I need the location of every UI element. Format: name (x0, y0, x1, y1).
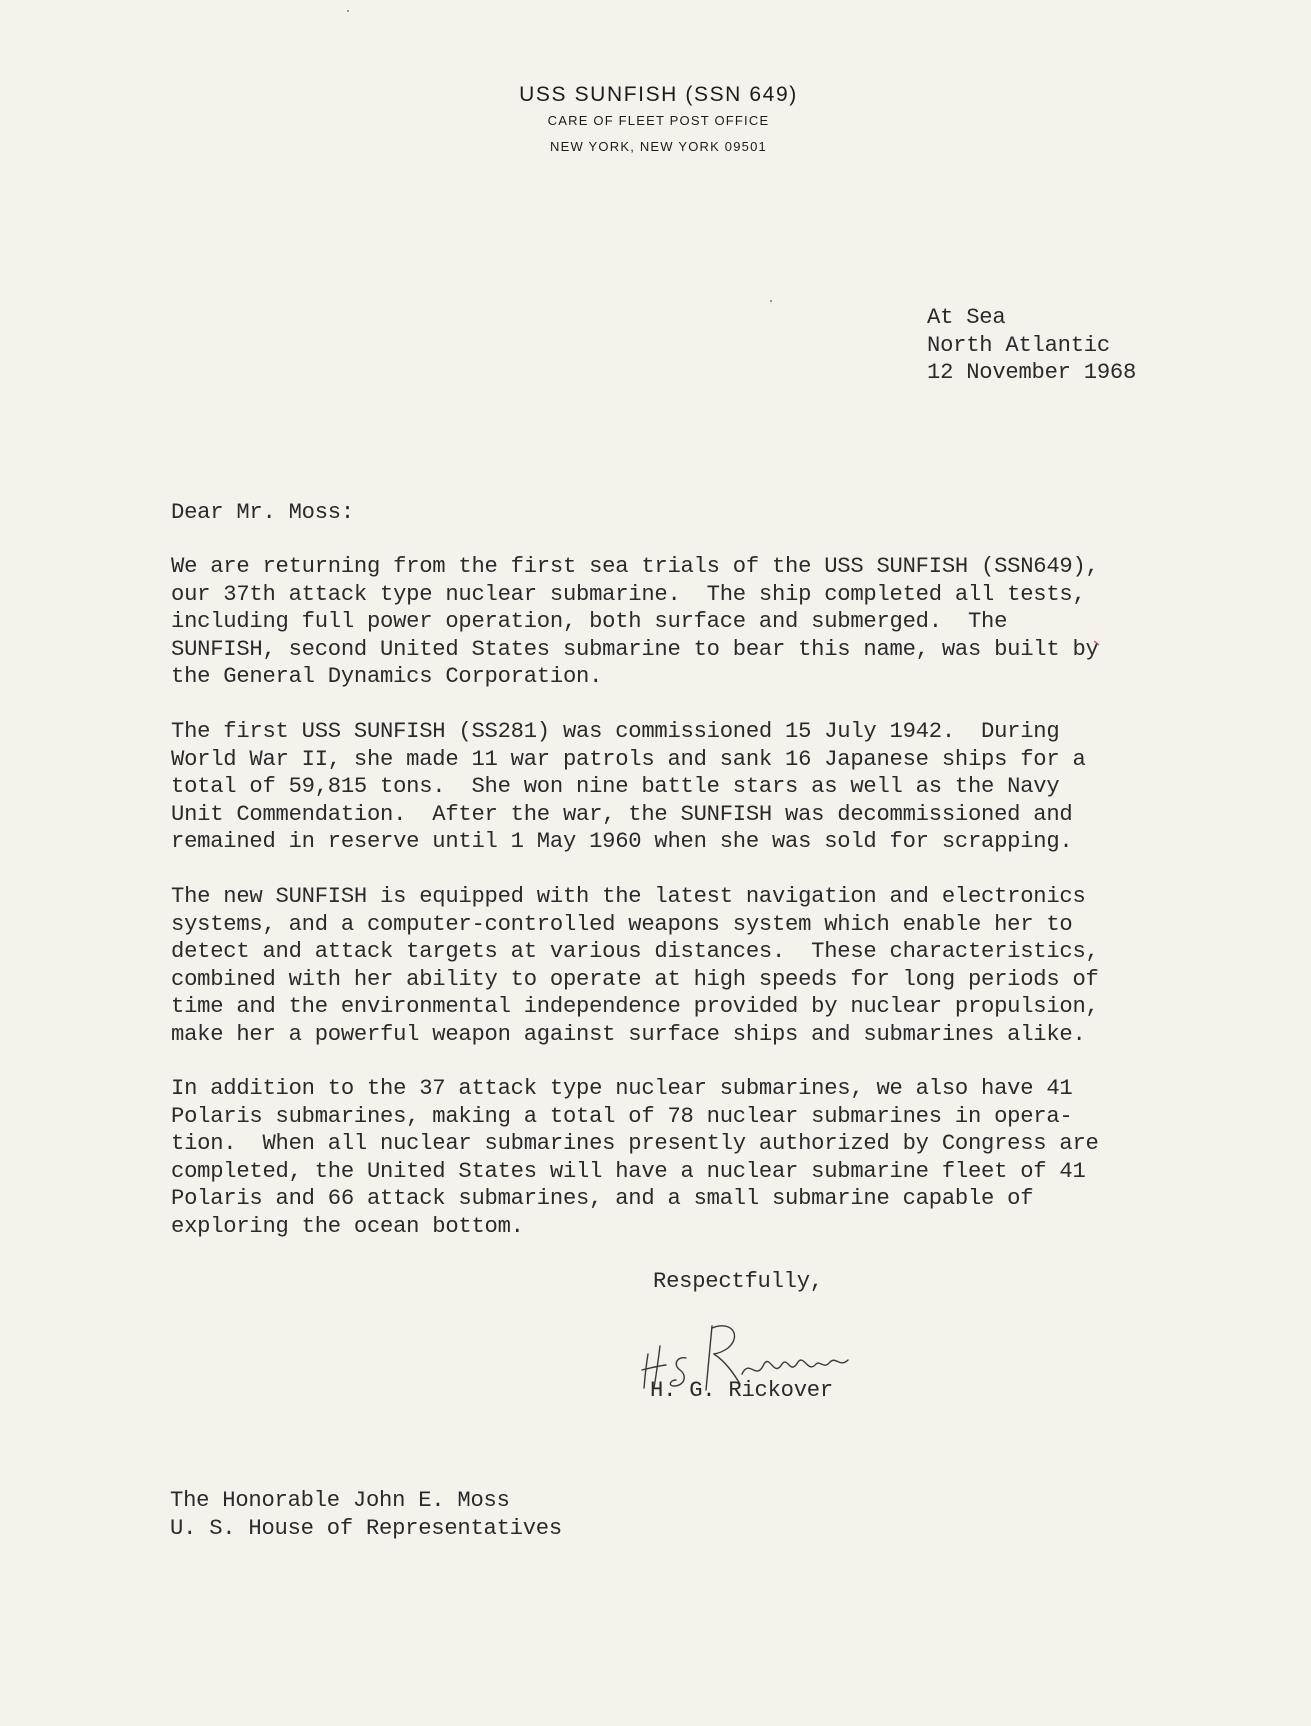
dateline-place: At Sea (927, 305, 1006, 330)
red-ink-mark (1094, 640, 1100, 646)
signer-typed-name: H. G. Rickover (650, 1378, 833, 1403)
body-paragraph-1: We are returning from the first sea trials of the USS SUNFISH (SSN649), our 37th attack type nuclear submarine. The ship completed all tests, including full power operation, both surface and submerged. The SUNFISH, second United States submarine to bear this name, was built by the General Dynamics Corporation. (171, 554, 1099, 689)
letterhead (0, 82, 1311, 160)
letterhead-title: USS SUNFISH (SSN 649) (519, 83, 798, 106)
letterhead-address-line-1: CARE OF FLEET POST OFFICE (547, 113, 770, 128)
addressee-office: U. S. House of Representatives (170, 1515, 562, 1541)
body-paragraph-4: In addition to the 37 attack type nuclear submarines, we also have 41 Polaris submarines, making a total of 78 nuclear submarines in opera- tion. When all nuclear submarines presently authorized by Congress are completed, the United States will have a nuclear submarine fleet of 41 Polaris and 66 attack submarines, and a small submarine capable of exploring the ocean bottom. (171, 1076, 1099, 1239)
paper-speck (770, 300, 772, 302)
dateline-region: North Atlantic (927, 332, 1110, 358)
closing: Respectfully, (653, 1269, 823, 1294)
dateline-date: 12 November 1968 (927, 360, 1137, 385)
dateline (927, 304, 1136, 387)
paper-speck (347, 10, 349, 12)
addressee-name: The Honorable John E. Moss (170, 1488, 510, 1513)
body-paragraph-2: The first USS SUNFISH (SS281) was commissioned 15 July 1942. During World War II, she made 11 war patrols and sank 16 Japanese ships for a total of 59,815 tons. She won nine battle stars as well as the Navy Unit Commendation. After the war, the SUNFISH was decommissioned and remained in reserve until 1 May 1960 when she was sold for scrapping. (171, 719, 1086, 854)
letterhead-address-line-2: NEW YORK, NEW YORK 09501 (550, 139, 767, 154)
body-paragraph-3: The new SUNFISH is equipped with the latest navigation and electronics systems, and a computer-controlled weapons system which enable her to detect and attack targets at various distances. These characteristics, combined with her ability to operate at high speeds for long periods of time and the environmental independence provided by nuclear propulsion, make her a powerful weapon against surface ships and submarines alike. (171, 884, 1099, 1047)
salutation: Dear Mr. Moss: (171, 500, 354, 525)
addressee-block (170, 1487, 562, 1542)
